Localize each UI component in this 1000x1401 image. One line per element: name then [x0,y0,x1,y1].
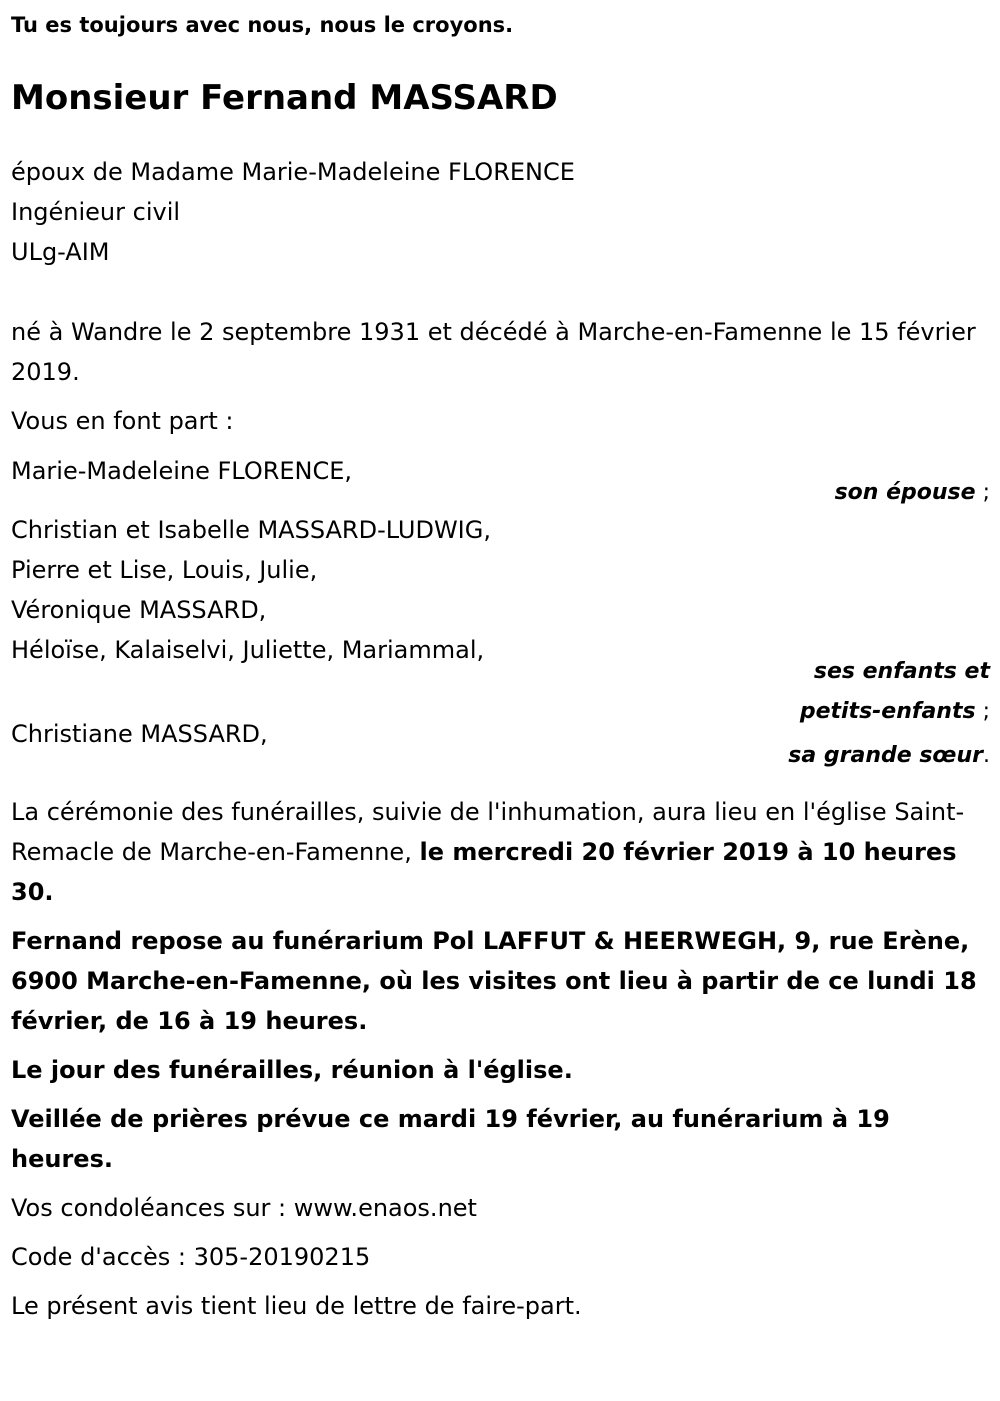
relation-text: son épouse [834,480,976,505]
family-member: Marie-Madeleine FLORENCE, [11,457,353,485]
deceased-details [11,152,990,272]
profession-line: Ingénieur civil [11,198,181,226]
family-group-children [11,510,990,732]
deceased-name: Monsieur Fernand MASSARD [11,78,558,118]
relation-punct: ; [982,699,990,724]
relation-text: ses enfants et [813,659,990,684]
family-member: Pierre et Lise, Louis, Julie, [11,556,318,584]
funeral-day-info: Le jour des funérailles, réunion à l'église. [11,1056,573,1084]
access-code-line: Code d'accès : 305-20190215 [11,1243,371,1271]
closing-line: Le présent avis tient lieu de lettre de faire-part. [11,1292,582,1320]
relation-punct: . [983,743,990,768]
family-member: Christian et Isabelle MASSARD-LUDWIG, [11,516,491,544]
ceremony-text: La cérémonie des funérailles, suivie de l'inhumation, aura lieu en l'église Saint-Remacle de Marche-en-Famenne, [11,798,965,866]
announcers-intro: Vous en font part : [11,407,234,435]
motto: Tu es toujours avec nous, nous le croyons. [11,13,514,37]
relation-punct: ; [982,480,990,505]
family-group-spouse [11,451,990,513]
spouse-line: époux de Madame Marie-Madeleine FLORENCE [11,158,575,186]
viewing-info: Fernand repose au funérarium Pol LAFFUT & HEERWEGH, 9, rue Erène, 6900 Marche-en-Famenne, où les visites ont lieu à partir de ce lundi 18 février, de 16 à 19 heures. [11,927,977,1035]
birth-death-dates: né à Wandre le 2 septembre 1931 et décédé à Marche-en-Famenne le 15 février 2019. [11,318,976,386]
family-member: Véronique MASSARD, [11,596,267,624]
ceremony-datetime: le mercredi 20 février 2019 à 10 heures 30. [11,838,957,906]
relation-text: petits-enfants [799,699,976,724]
obituary-notice [0,10,1000,1401]
condolences-line: Vos condoléances sur : www.enaos.net [11,1194,477,1222]
family-member: Héloïse, Kalaiselvi, Juliette, Mariammal, [11,636,485,664]
family-member: Christiane MASSARD, [11,720,268,748]
vigil-info: Veillée de prières prévue ce mardi 19 février, au funérarium à 19 heures. [11,1105,890,1173]
relation-text: sa grande sœur [788,743,983,768]
ceremony-info [11,792,990,912]
school-line: ULg-AIM [11,238,110,266]
